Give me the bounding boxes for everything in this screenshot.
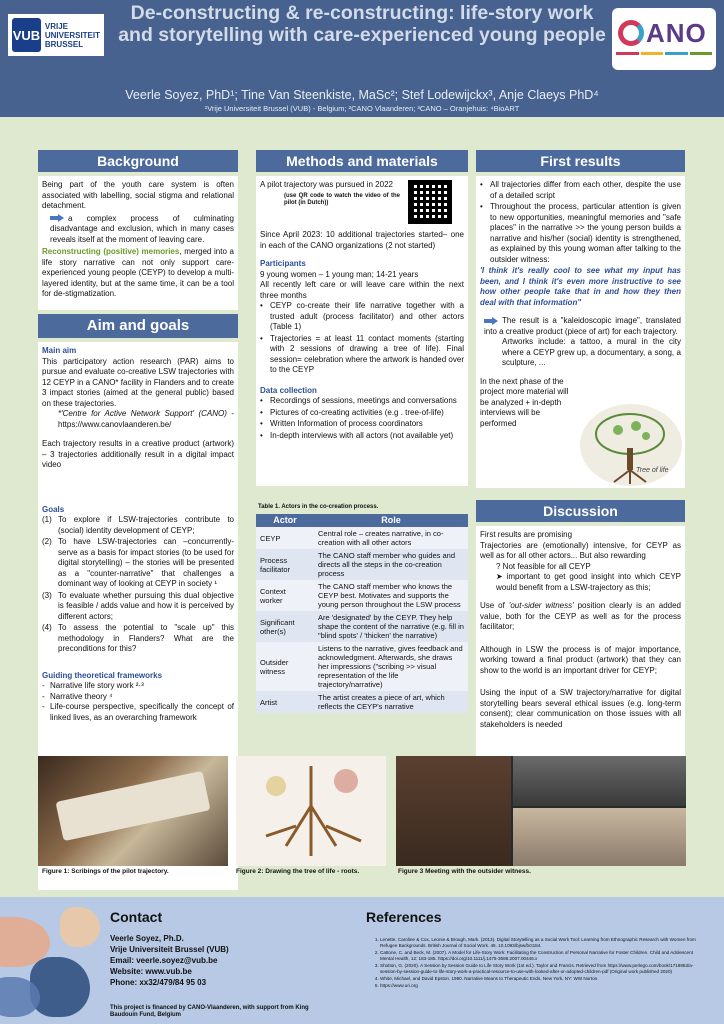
website-link[interactable]: Website: www.vub.be [110, 967, 192, 976]
vub-logo [8, 14, 104, 56]
table-row: Artist The artist creates a piece of art, which reflects the CEYP's narrative [256, 691, 468, 713]
framework-item: - Narrative life story work ²·³ [42, 681, 234, 692]
references-list [380, 937, 700, 990]
since-text: Since April 2023: 10 additional trajectories started– one in each of the CANO organizations (2 not started) [260, 230, 464, 250]
figure1-caption: Figure 1: Scribings of the pilot trajectory. [42, 868, 169, 875]
table-row: CEYP Central role – creates narrative, in co-creation with all other actors [256, 527, 468, 549]
discussion-p3: Using the input of a SW trajectory/narrative for digital storytelling bears several ethical issues (e.g. long-term consent); clear communication on those issues with all stakeholders is needed [480, 688, 681, 729]
actors-table [256, 514, 468, 713]
main-aim-label: Main aim [42, 346, 77, 355]
discussion-heading: Discussion [476, 500, 685, 522]
methods-bullet: • CEYP co-create their life narrative together with a trusted adult (process facilitator) and other actors (Table 1) [260, 301, 464, 333]
qr-note: (use QR code to watch the video of the pilot (in Dutch)) [284, 192, 400, 206]
pilot-text: A pilot trajectory was pursued in 2022 [260, 180, 393, 189]
methods-bullet: • Trajectories = at least 11 contact moments (starting with 2 sessions of drawing a tree of life). Final session= celebration where the artwork is handed over to the CEYP [260, 334, 464, 376]
header-banner [0, 0, 724, 117]
reference-item[interactable]: 5. https://www.uri.org [380, 983, 700, 989]
deco-shape [60, 907, 100, 947]
participants-line1: 9 young women – 1 young man; 14-21 years [260, 269, 419, 279]
data-collection-list [260, 396, 464, 441]
references-heading: References [366, 909, 442, 925]
cano-c-icon [618, 20, 644, 46]
figure2-caption: Figure 2: Drawing the tree of life - roots. [236, 868, 360, 875]
framework-item: - Life-course perspective, specifically the concept of linked lives, as an overarching framework [42, 702, 234, 723]
artworks-text: Artworks include: a tattoo, a mural in the city where a CEYP grew up, a documentary, a song, a sculpture, ... [502, 337, 681, 367]
results-quote: 'I think it's really cool to see what my input has been, and I think it's even more instructive to see how other people take that in and how they then deal with that information" [480, 266, 681, 307]
funding-note: This project is financed by CANO-Vlaanderen, with support from King Baudouin Fund, Belgium [110, 1005, 309, 1018]
figure3-caption: Figure 3 Meeting with the outsider witness. [398, 868, 531, 875]
framework-item: - Narrative theory ⁴ [42, 692, 234, 703]
footer [0, 897, 724, 1024]
figure1-photo [38, 756, 228, 866]
results-arrow-point: The result is a "kaleidoscopic image", translated into a creative product (piece of art) for each trajectory. [484, 316, 681, 336]
discussion-l4: ➤ important to get good insight into which CEYP would benefit from a LSW-trajectory as this; [496, 572, 681, 592]
cano-stripes [616, 52, 712, 55]
methods-body [256, 176, 468, 486]
goal-item: (1) To explore if LSW-trajectories contribute to (social) identity development of CEYP; [42, 515, 234, 535]
results-heading: First results [476, 150, 685, 172]
goal-item: (2) To have LSW-trajectories can –concurrently- serve as a basis for impact stories (to be used for digital storytelling) – the stories will be presented as a "counter-narrative" that challenges a dominant way of looking at CEYP in society ¹ [42, 537, 234, 588]
tree-of-life-drawing [580, 404, 682, 486]
background-p2: Reconstructing (positive) memories, merged into a life story narrative can not only support care-experienced young people (CEYP) to develop a multi-layered identity, but at the same time, it can be a tool for de-stigmatization. [42, 247, 234, 298]
affiliations: ¹Vrije Universiteit Brussel (VUB) - Belgium; ²CANO Vlaanderen; ³CANO – Oranjehuis: ⁴BioART [204, 104, 520, 113]
authors: Veerle Soyez, PhD¹; Tine Van Steenkiste, MaSc²; Stef Lodewijckx³, Anje Claeys PhD⁴ [125, 88, 599, 102]
participants-line2: All recently left care or will leave care within the next three months [260, 280, 464, 300]
reference-item: 1. Lenette, Caroline & Cox, Leonie & Brough, Mark. (2013). Digital Storytelling as a Social Work Tool: Learning from Ethnographic Research with Women from Refugee Backgrounds. British Journal of Social Work. 45. 10.1093/bjsw/bct184. [380, 937, 700, 949]
qr-code[interactable] [408, 180, 452, 224]
contact-heading: Contact [110, 909, 163, 925]
results-bullet: • All trajectories differ from each other, despite the use of a detailed script [480, 180, 681, 201]
check-arrow-icon: ➤ [496, 572, 507, 581]
col-actor: Actor [256, 514, 314, 527]
goal-item: (4) To assess the potential to "scale up" this methodology in Flanders? What are the preconditions for this? [42, 623, 234, 653]
methods-bullets [260, 301, 464, 376]
deco-shape [30, 957, 90, 1017]
table-row: Outsider witness Listens to the narrative, gives feedback and acknowledgment. Afterwards, she draws her impressions ("scribing >> visual representation of the life trajectory/narrative) [256, 642, 468, 691]
cano-logo [612, 8, 716, 70]
discussion-p2: Although in LSW the process is of major importance, working toward a final product (artwork) that they can show to the world is an important driver for CEYP; [480, 644, 681, 675]
poster-title: De-constructing & re-constructing: life-story work and storytelling with care-experienced young people [118, 2, 606, 46]
discussion-p1: Use of 'out-sider witness' position clearly is an added value, both for the CEYP as well as for the process facilitator; [480, 601, 682, 631]
table-caption: Table 1. Actors in the co-creation process. [258, 504, 379, 510]
video-tile-1 [396, 756, 511, 866]
next-phase-text: In the next phase of the project more material will be analyzed + in-depth interviews will be performed [480, 376, 569, 428]
data-item: • Pictures of co-creating activities (e.g . tree-of-life) [260, 408, 464, 419]
results-body [476, 176, 685, 488]
scroll-image [55, 771, 210, 841]
background-arrow-point: a complex process of culminating disadvantage and exclusion, which in many cases reveals itself at the moment of leaving care. [50, 213, 234, 244]
results-bullet: • Throughout the process, particular attention is given to new opportunities, meaningful memories and "safe places" in the narrative >> the young person builds a narrative and his/her (social) identity is strengthened, as explained by this young woman after talking to the outsider witness: [480, 202, 681, 265]
frameworks-label: Guiding theoretical frameworks [42, 670, 163, 680]
participants-label: Participants [260, 259, 306, 268]
background-p1: Being part of the youth care system is often associated with labelling, social stigma and relational detachment. [42, 180, 234, 210]
vub-badge: VUB [12, 18, 41, 52]
methods-heading: Methods and materials [256, 150, 468, 172]
data-item: • Recordings of sessions, meetings and conversations [260, 396, 464, 407]
goals-label: Goals [42, 504, 65, 514]
middle-column [256, 150, 468, 713]
video-tile-2 [513, 756, 686, 806]
pilot-block [260, 180, 464, 224]
right-column [476, 150, 685, 762]
goal-item: (3) To evaluate whether pursuing this dual objective is feasible / adds value and how it is perceived by different actors; [42, 590, 234, 621]
arrow-right-icon [50, 214, 64, 222]
tree-caption: Tree of life [636, 467, 669, 474]
cano-wordmark: ANO [618, 18, 712, 49]
figure2-photo [236, 756, 386, 866]
goals-list [42, 515, 234, 655]
data-item: • Written Information of process coordinators [260, 419, 464, 430]
discussion-l2: Trajectories are (emotionally) intensive, for CEYP as well as for all other actors... But also rewarding [480, 540, 681, 560]
reference-item: 2. Cattone, C. and Beck, M. (2007). A Model for Life-Story Work: Facilitating the Construction of Personal Narrative for Foster Children. Child and Adolescent Mental Health, 12: 183-185. https://doi.org/10.1111/j.1475-3588.2007.00446.x [380, 950, 700, 962]
discussion-l1: First results are promising [480, 530, 573, 539]
aim-heading: Aim and goals [38, 314, 238, 338]
arrow-right-icon [484, 317, 498, 325]
background-heading: Background [38, 150, 238, 172]
trajectory-text: Each trajectory results in a creative product (artwork) – 3 trajectories additionally result in a digital impact video [42, 439, 234, 469]
col-role: Role [314, 514, 468, 527]
discussion-body [476, 526, 685, 762]
roots-drawing-icon [236, 756, 386, 866]
main-aim-text: This participatory action research (PAR) aims to pursue and evaluate co-creative LSW trajectories with 12 CEYP in a CANO* facility in Flanders and to create 3 impact stories (aimed at the general public) based on these trajectories. [42, 356, 234, 408]
table-row: Context worker The CANO staff member who knows the CEYP best. Motivates and supports the young person throughout the LSW process [256, 580, 468, 611]
figure3-photo [396, 756, 686, 866]
data-collection-label: Data collection [260, 385, 317, 395]
email-link[interactable]: Email: veerle.soyez@vub.be [110, 956, 218, 965]
frameworks-list [42, 681, 234, 723]
table-row: Significant other(s) Are 'designated' by the CEYP. They help shape the content of the narrative (e.g. fill in "blind spots' / 'thicken' the narrative) [256, 611, 468, 642]
reference-item: 3. Shotton, G. (2020). A Session by Session Guide to Life Story Work (1st ed.). Taylor and Francis. Retrieved from https://www.perlego.com/book/1718853/a-session-by-session-guide-to-life-story-work-a-practical-resource-to-use-with-looked-after-or-adopted-children-pdf (Original work published 2020) [380, 963, 700, 975]
reference-item: 4. White, Michael, and David Epston. 1990. Narrative Means to Therapeutic Ends. New York, NY: WW Norton. [380, 976, 700, 982]
contact-details: Veerle Soyez, Ph.D. Vrije Universiteit Brussel (VUB) Email: veerle.soyez@vub.be Website: www.vub.be Phone: xx32/479/84 95 03 [110, 934, 229, 987]
discussion-l3: ? Not feasible for all CEYP [496, 561, 591, 571]
data-item: • In-depth interviews with all actors (not available yet) [260, 431, 464, 442]
cano-footnote: *'Centre for Active Network Support' (CANO) - https://www.canovlaanderen.be/ [58, 409, 235, 429]
vub-wordmark: VRIJE UNIVERSITEIT BRUSSEL [44, 21, 100, 49]
video-tile-3 [513, 808, 686, 866]
results-bullets [480, 180, 681, 265]
table-row: Process facilitator The CANO staff member who guides and directs all the steps in the co-creation process [256, 549, 468, 580]
background-body [38, 176, 238, 310]
